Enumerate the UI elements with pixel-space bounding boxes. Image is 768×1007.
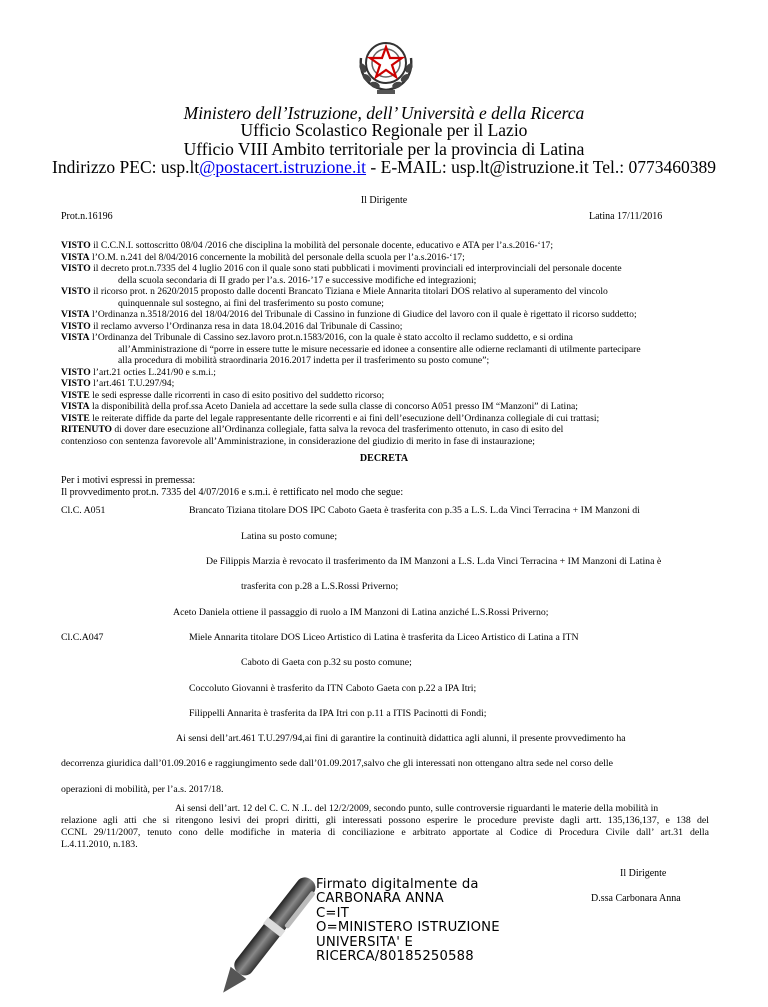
pen-icon (210, 872, 320, 1007)
premise-item: RITENUTO di dover dare esecuzione all’Ordinanza collegiale, fatta salva la revoca del trasferimento ottenuto, in caso di esito del (61, 424, 564, 435)
premise-item: VISTO il C.C.N.I. sottoscritto 08/04 /2016 che disciplina la mobilità del personale docente, educativo e ATA per l’a.s.2016-‘17; (61, 240, 553, 251)
provision-line: De Filippis Marzia è revocato il trasferimento da IM Manzoni a L.S. L.da Vinci Terracina + IM Manzoni di Latina è (206, 556, 662, 567)
premise-item: VISTO l’art.461 T.U.297/94; (61, 378, 175, 389)
closing-line: operazioni di mobilità, per l’a.s. 2017/18. (61, 784, 224, 795)
ministry-title: Ministero dell’Istruzione, dell’ Università e della Ricerca (183, 103, 585, 123)
premise-item: VISTO il reclamo avverso l’Ordinanza resa in data 18.04.2016 dal Tribunale di Cassino; (61, 320, 403, 332)
decreta-heading: DECRETA (359, 453, 409, 464)
place-date: Latina 17/11/2016 (589, 211, 663, 222)
pec-link[interactable]: @postacert.istruzione.it (199, 157, 367, 177)
contact-line (0, 157, 768, 178)
digital-signature-block (316, 878, 500, 964)
pec-prefix: Indirizzo PEC: usp.lt (52, 157, 200, 177)
premessa-line: Per i motivi espressi in premessa: (61, 475, 196, 486)
premise-item-cont: quinquennale sul sostegno, ai fini del trasferimento su posto comune; (118, 297, 384, 309)
provision-line: Caboto di Gaeta con p.32 su posto comune; (241, 657, 412, 668)
premises-list (61, 240, 709, 447)
provincial-office: Ufficio VIII Ambito territoriale per la provincia di Latina (183, 139, 585, 159)
premise-item: VISTA l’O.M. n.241 del 8/04/2016 concernente la mobilità del personale della scuola per l’a.s.2016-‘17; (61, 251, 465, 263)
premise-item: VISTA l’Ordinanza n.3518/2016 del 18/04/2016 del Tribunale di Cassino in funzione di Giudice del lavoro con il quale è rigettato il ricorso suddetto; (61, 309, 637, 320)
dirigente-heading: Il Dirigente (360, 195, 408, 206)
digital-signature-line: Firmato digitalmente da (316, 877, 479, 892)
digital-signature-line: O=MINISTERO ISTRUZIONE (316, 920, 500, 936)
premise-item: VISTE le sedi espresse dalle ricorrenti in caso di esito positivo del suddetto ricorso; (61, 389, 385, 401)
closing-line: relazione agli atti che si ritengono lesivi dei propri diritti, gli interessati possono esperire le procedure previste dagli artt. 135,136,137, e 138 del (61, 815, 709, 826)
provision-line: Aceto Daniela ottiene il passaggio di ruolo a IM Manzoni di Latina anziché L.S.Rossi Priverno; (173, 607, 549, 618)
provision-line: Filippelli Annarita è trasferita da IPA Itri con p.11 a ITIS Pacinotti di Fondi; (189, 708, 487, 719)
premessa (61, 475, 403, 499)
premise-item-cont: alla procedura di mobilità straordinaria 2016.2017 indetta per il trasferimento su posto comune”; (118, 355, 490, 366)
digital-signature-line: UNIVERSITA' E (316, 934, 413, 950)
provision-line: Miele Annarita titolare DOS Liceo Artistico di Latina è trasferita da Liceo Artistico di Latina a ITN (189, 632, 579, 643)
republic-emblem-icon (355, 28, 417, 98)
protocol-number: Prot.n.16196 (61, 211, 113, 222)
digital-signature-line: RICERCA/80185250588 (316, 949, 474, 965)
provision-line: Coccoluto Giovanni è trasferito da ITN Caboto Gaeta con p.22 a IPA Itri; (189, 683, 477, 694)
premise-item-cont: all’Amministrazione di “porre in essere tutte le misure necessarie ed idonee a consentire alle odierne reclamanti di utilmente partecipare (118, 343, 641, 355)
premise-item: VISTA la disponibilità della prof.ssa Aceto Daniela ad accettare la sede sulla classe di concorso A051 presso IM “Manzoni” di Latina; (61, 401, 578, 412)
premise-item: VISTE le reiterate diffide da parte del legale rappresentante delle ricorrenti e ai fini dell’esecuzione dell’Ordinanza collegiale di cui trattasi; (61, 412, 600, 424)
class-code-a051: Cl.C. A051 (61, 505, 106, 516)
premise-item: VISTO l’art.21 octies L.241/90 e s.m.i.; (61, 366, 216, 378)
closing-line: decorrenza giuridica dall’01.09.2016 e raggiungimento sede dall’01.09.2017,salvo che gli interessati non ottengano altra sede nel corso delle (61, 758, 613, 769)
provision-line: trasferita con p.28 a L.S.Rossi Priverno; (241, 581, 399, 592)
closing-line: Ai sensi dell’art.461 T.U.297/94,ai fini di garantire la continuità didattica agli alunni, il presente provvedimento ha (176, 733, 626, 744)
provision-line: Brancato Tiziana titolare DOS IPC Caboto Gaeta è trasferita con p.35 a L.S. L.da Vinci Terracina + IM Manzoni di (189, 505, 640, 516)
premise-item-cont: della scuola secondaria di II grado per l’a.s. 2016-’17 e successive modifiche ed integrazioni; (118, 274, 477, 286)
premise-item: VISTO il ricorso prot. n 2620/2015 proposto dalle docenti Brancato Tiziana e Miele Annarita titolari DOS relativo al superamento del vincolo (61, 286, 608, 297)
premise-item: VISTO il decreto prot.n.7335 del 4 luglio 2016 con il quale sono stati pubblicati i movimenti provinciali ed interprovinciali del personale docente (61, 263, 622, 274)
class-code-a047: Cl.C.A047 (61, 632, 104, 643)
closing-line: L.4.11.2010, n.183. (61, 839, 138, 850)
closing-line: Ai sensi dell’art. 12 del C. C. N .I.. del 12/2/2009, secondo punto, sulle controversie riguardanti le materie della mobilità in (175, 803, 659, 814)
regional-office: Ufficio Scolastico Regionale per il Lazio (240, 120, 528, 140)
digital-signature-line: CARBONARA ANNA (316, 891, 444, 907)
provision-line: Latina su posto comune; (241, 531, 338, 542)
premise-item-cont: contenzioso con sentenza favorevole all’Amministrazione, in considerazione del giudizio di merito in fase di instaurazione; (61, 435, 535, 447)
signature-name: D.ssa Carbonara Anna (591, 893, 681, 904)
premessa-line: Il provvedimento prot.n. 7335 del 4/07/2016 e s.m.i. è rettificato nel modo che segue: (61, 487, 404, 498)
premise-item: VISTA l’Ordinanza del Tribunale di Cassino sez.lavoro prot.n.1583/2016, con la quale è stato accolto il reclamo suddetto, e si ordina (61, 332, 573, 343)
digital-signature-line: C=IT (316, 905, 350, 921)
signature-title: Il Dirigente (620, 868, 667, 879)
closing-line: CCNL 29/11/2007, tenuto cono delle modifiche in materia di conciliazione e arbitrato apportate al Codice di Procedura Civile dall’ art.31 della (61, 827, 709, 838)
contact-suffix: - E-MAIL: usp.lt@istruzione.it Tel.: 0773460389 (366, 157, 716, 177)
